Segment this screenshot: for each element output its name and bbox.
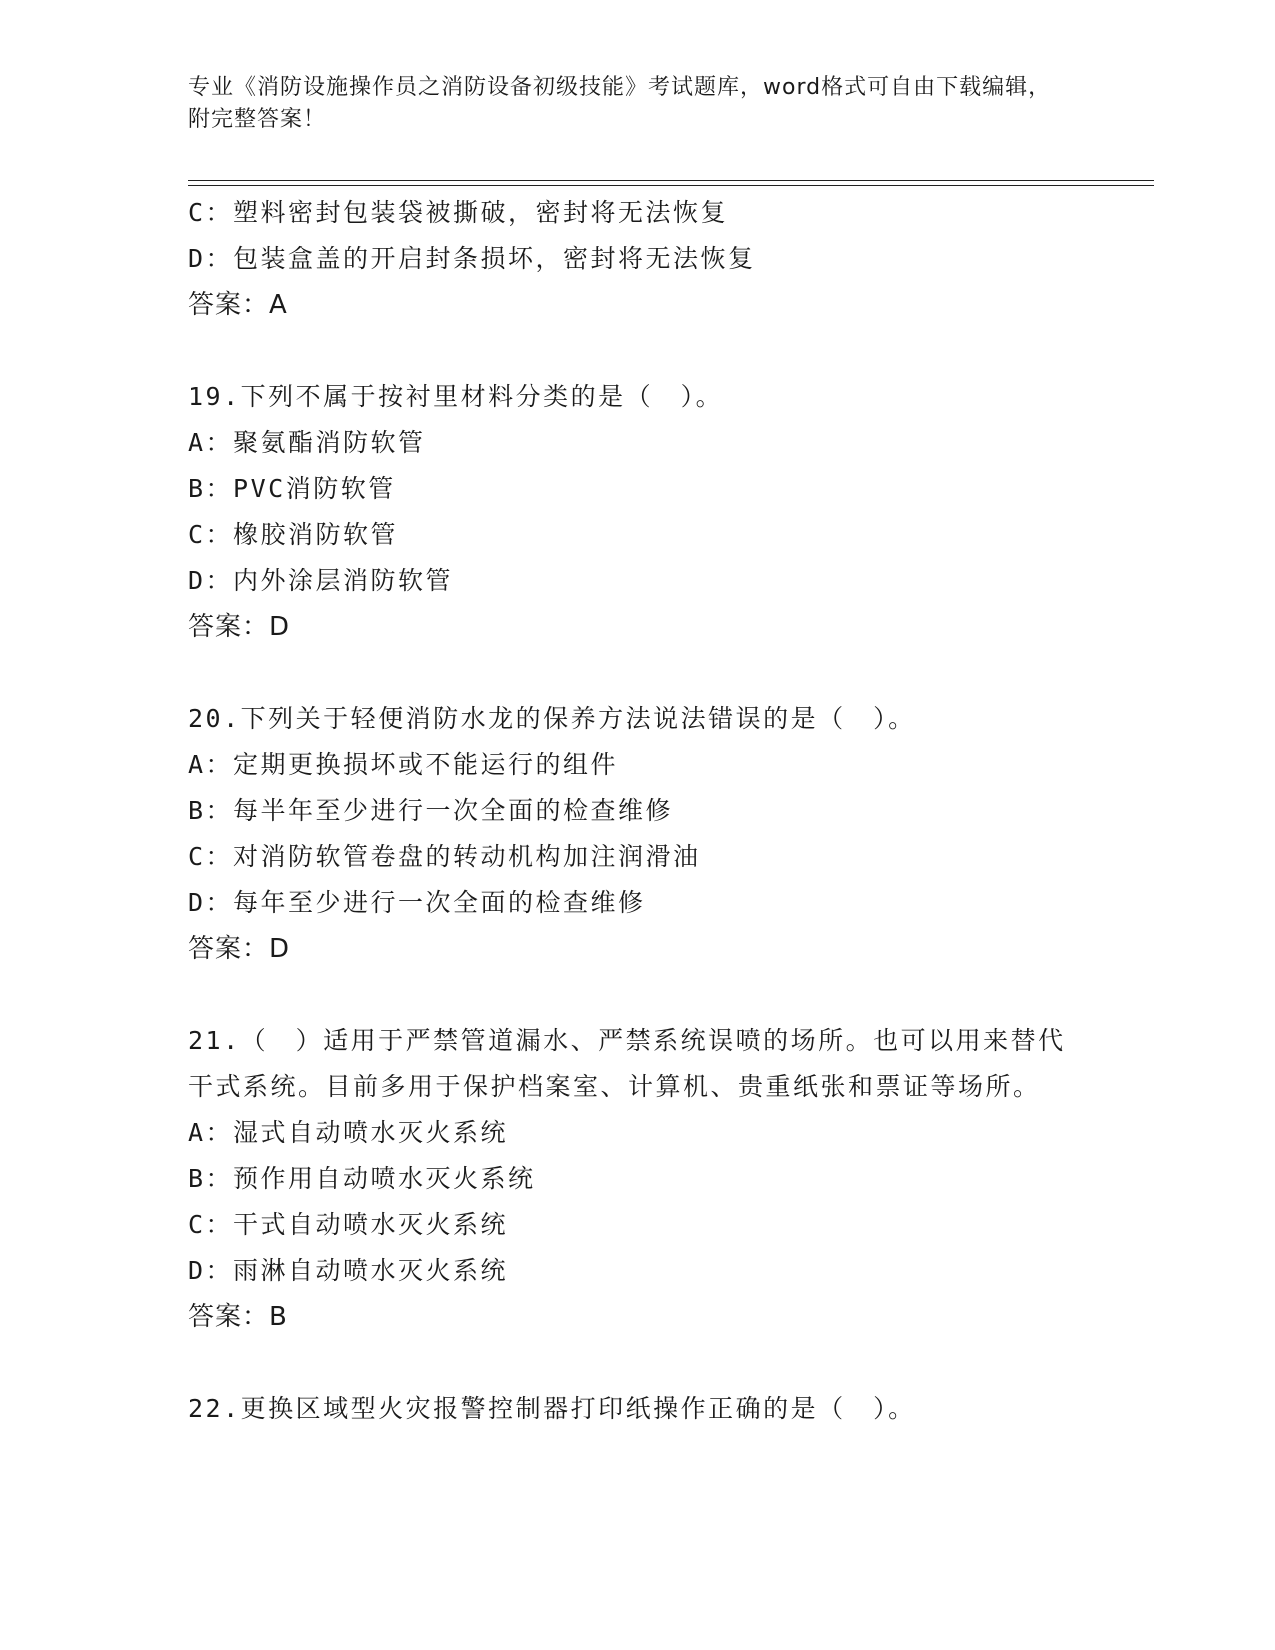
option-b: B：PVC消防软管 xyxy=(188,474,396,503)
header-divider-bottom xyxy=(188,185,1154,186)
option-a: A：聚氨酯消防软管 xyxy=(188,428,426,457)
question-22-stem: 22.更换区域型火灾报警控制器打印纸操作正确的是（ ）。 xyxy=(188,1394,916,1423)
question-21-stem: 21.（ ）适用于严禁管道漏水、严禁系统误喷的场所。也可以用来替代干式系统。目前多用于保护档案室、计算机、贵重纸张和票证等场所。 xyxy=(188,1026,1066,1101)
option-b: B：每半年至少进行一次全面的检查维修 xyxy=(188,796,674,825)
spacer xyxy=(188,650,1088,696)
answer-line: 答案：A xyxy=(188,290,288,320)
answer-line: 答案：B xyxy=(188,1302,288,1332)
option-b: B：预作用自动喷水灭火系统 xyxy=(188,1164,536,1193)
spacer xyxy=(188,972,1088,1018)
option-c: C：对消防软管卷盘的转动机构加注润滑油 xyxy=(188,842,701,871)
option-d: D：包装盒盖的开启封条损坏，密封将无法恢复 xyxy=(188,244,756,273)
answer-line: 答案：D xyxy=(188,612,291,642)
option-c: C：干式自动喷水灭火系统 xyxy=(188,1210,509,1239)
option-d: D：内外涂层消防软管 xyxy=(188,566,454,595)
option-a: A：定期更换损坏或不能运行的组件 xyxy=(188,750,619,779)
spacer xyxy=(188,328,1088,374)
spacer xyxy=(188,1340,1088,1386)
question-20-stem: 20.下列关于轻便消防水龙的保养方法说法错误的是（ ）。 xyxy=(188,704,916,733)
option-c: C：塑料密封包装袋被撕破，密封将无法恢复 xyxy=(188,198,729,227)
question-content xyxy=(188,190,1088,1432)
answer-line: 答案：D xyxy=(188,934,291,964)
header-divider-top xyxy=(188,180,1154,181)
page-header: 专业《消防设施操作员之消防设备初级技能》考试题库，word格式可自由下载编辑，附完整答案！ xyxy=(188,75,1052,132)
option-d: D：雨淋自动喷水灭火系统 xyxy=(188,1256,509,1285)
option-d: D：每年至少进行一次全面的检查维修 xyxy=(188,888,646,917)
option-a: A：湿式自动喷水灭火系统 xyxy=(188,1118,509,1147)
question-19-stem: 19.下列不属于按衬里材料分类的是（ ）。 xyxy=(188,382,724,411)
option-c: C：橡胶消防软管 xyxy=(188,520,399,549)
